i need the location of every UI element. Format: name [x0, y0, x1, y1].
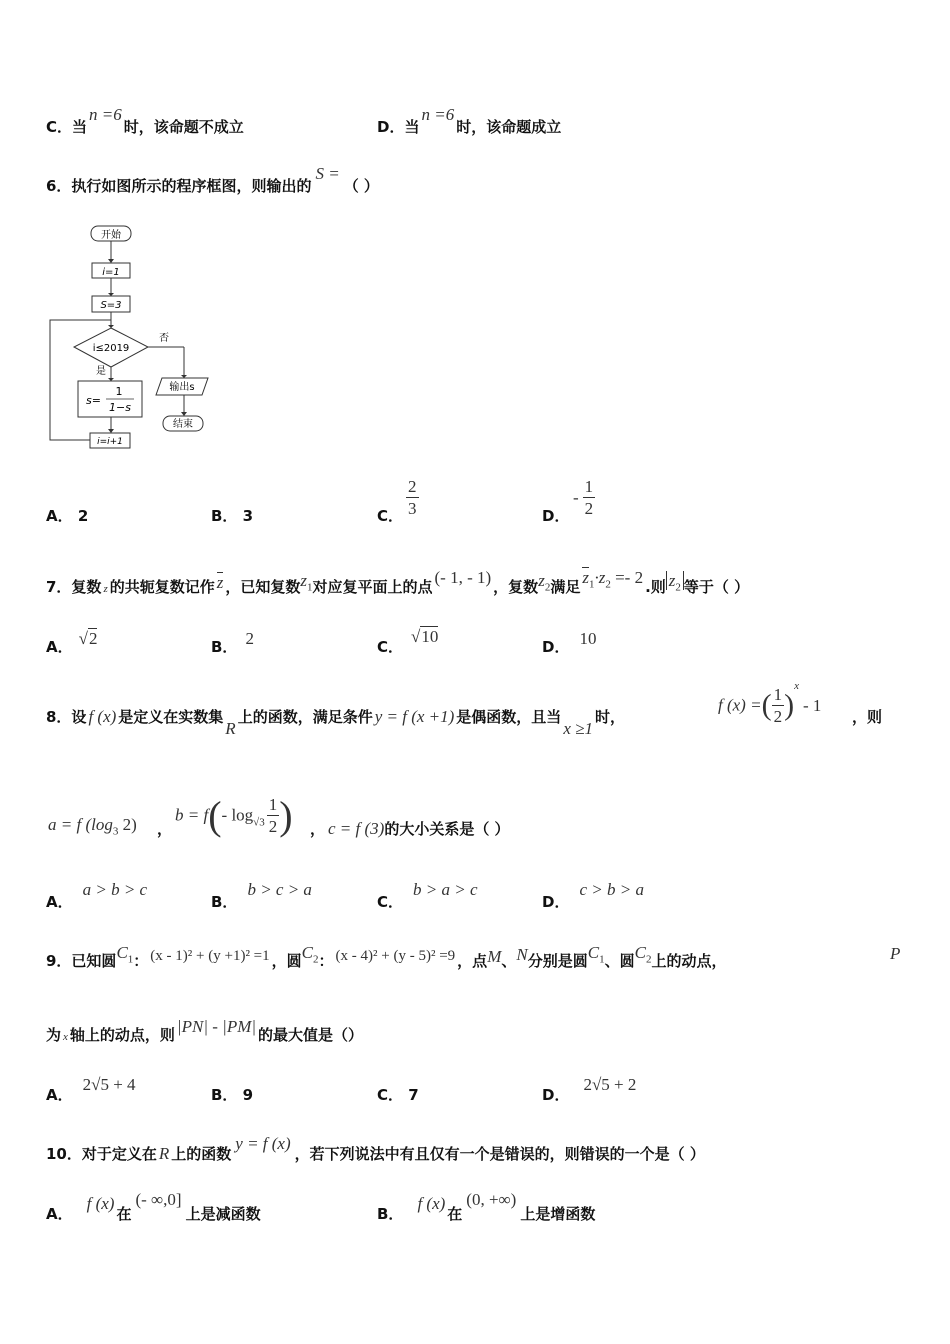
- q10-stem: 10．对于定义在 R 上的函数y = f (x)，若下列说法中有且仅有一个是错误的，则错误的一个是（ ）: [46, 1134, 705, 1163]
- q6-option-c-fraction: $\frac{2}{3}$: [408, 477, 417, 518]
- flow-increment-label: i=i+1: [97, 437, 123, 447]
- q9-stem-line2: 为 x 轴上的动点，则 |PN| - |PM| 的最大值是（）: [46, 1017, 364, 1044]
- q8-f-definition: f (x) =( $\frac{1}{2}$ )$^x$- 1: [718, 679, 822, 726]
- q6-stem: 6．执行如图所示的程序框图，则输出的S =（ ）: [46, 164, 379, 195]
- flow-assign-left: s=: [86, 394, 101, 407]
- q10-option-a: A．f (x)在(- ∞,0]上是减函数: [46, 1190, 261, 1223]
- flow-assign-den: 1−s: [109, 401, 131, 414]
- q6-option-d: D．: [542, 507, 570, 525]
- q10-option-b: B．f (x)在(0, +∞)上是增函数: [377, 1190, 596, 1223]
- flowchart: [44, 222, 219, 454]
- flow-init-s-label: S=3: [100, 300, 122, 311]
- flow-no-label: 否: [159, 333, 169, 344]
- q8-stem-line1: 8．设 f (x) 是定义在实数集R上的函数，满足条件 y = f (x +1) 是偶函数，且当x ≥1时，: [46, 707, 625, 738]
- q8-b-definition: b = f(- $\log_{√3}$ $\frac{1}{2}$ ): [175, 793, 293, 838]
- flow-start-label: 开始: [101, 230, 121, 241]
- q8-c-definition: c = f (3)的大小关系是（ ）: [328, 819, 510, 838]
- q7-option-d: D． 10: [542, 629, 597, 656]
- q6-option-c: C．: [377, 507, 404, 525]
- q8-stem-then: ，则: [852, 708, 883, 726]
- q9-option-c: C． 7: [377, 1086, 419, 1104]
- q6-option-a: A． 2: [46, 507, 89, 525]
- q8-comma-2: ，: [310, 820, 326, 838]
- q9-point-p: P: [890, 944, 901, 963]
- flow-output-label: 输出s: [169, 382, 195, 393]
- q8-option-c: C．b > a > c: [377, 880, 478, 911]
- q9-option-a: A．2√5 + 4: [46, 1075, 136, 1104]
- flow-init-i-label: i=1: [102, 267, 120, 278]
- q5-option-c: C．当n =6时，该命题不成立: [46, 105, 244, 136]
- q7-option-c: C．√10: [377, 627, 439, 656]
- q6-option-b: B． 3: [211, 507, 254, 525]
- q5-option-d: D．当n =6时，该命题成立: [377, 105, 562, 136]
- q7-stem: 7．复数 z 的共轭复数记作 z ，已知复数$z_1$对应复平面上的点 (- 1, - 1) ，复数$z_2$满足 $z_1\cdot z_2 =- 2$ .则 $z_2$ 等于（ ）: [46, 568, 750, 596]
- q7-option-a: A． √2: [46, 629, 98, 656]
- q8-option-b: B．b > c > a: [211, 880, 312, 911]
- q8-a-definition: a = f ($\log_3$ 2): [48, 815, 137, 838]
- flow-end-label: 结束: [173, 419, 193, 430]
- q6-option-d-fraction: - $\frac{1}{2}$: [573, 477, 594, 518]
- q7-option-b: B． 2: [211, 629, 254, 656]
- q8-option-d: D．c > b > a: [542, 880, 644, 911]
- q9-option-b: B． 9: [211, 1086, 254, 1104]
- flow-yes-label: 是: [96, 366, 106, 377]
- flow-condition-label: i≤2019: [92, 343, 130, 354]
- q8-comma-1: ，: [157, 820, 173, 838]
- q9-stem-line1: 9．已知圆$C_1$： (x - 1)² + (y +1)² =1 ，圆$C_2$： (x - 4)² + (y - 5)² =9 ，点M、N分别是圆$C_1$、圆$C_2$上的动点，: [46, 943, 727, 970]
- flow-assign-num: 1: [115, 385, 123, 398]
- q9-option-d: D．2√5 + 2: [542, 1075, 637, 1104]
- q8-option-a: A．a > b > c: [46, 880, 148, 911]
